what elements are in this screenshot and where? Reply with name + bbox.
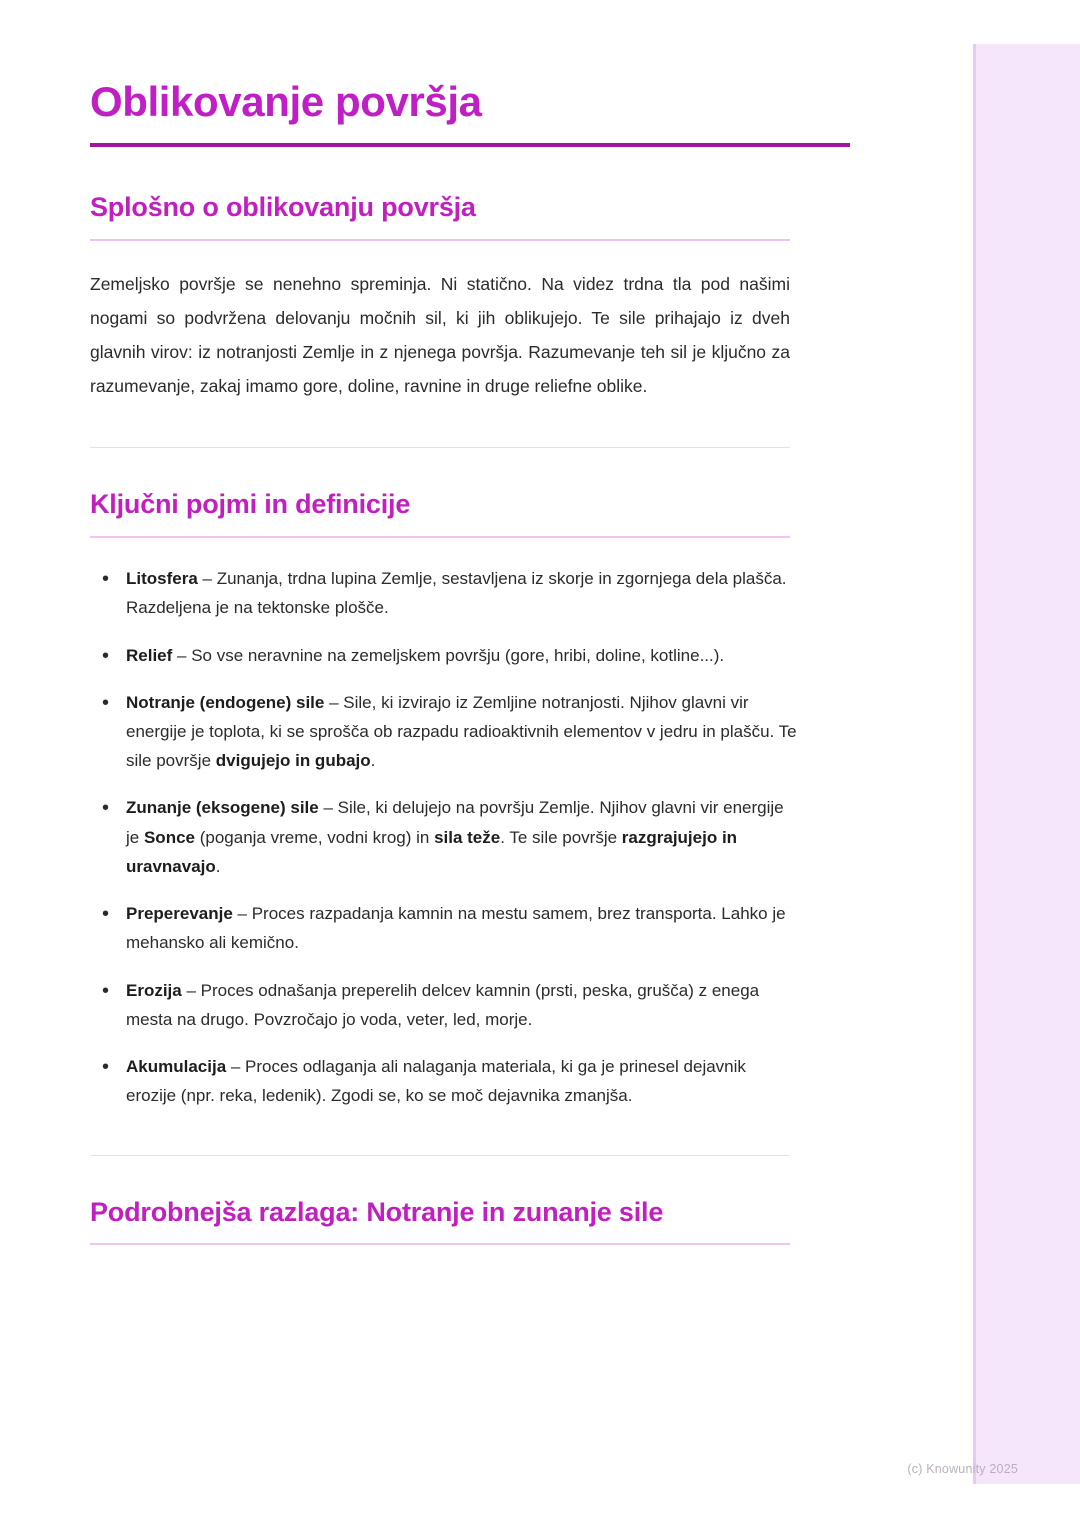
footer-credit: (c) Knowunity 2025 (907, 1462, 1018, 1476)
list-item (90, 688, 800, 776)
term-definition: – So vse neravnine na zemeljskem površju (gore, hribi, doline, kotline...). (172, 645, 725, 665)
term-definition: – Zunanja, trdna lupina Zemlje, sestavljena iz skorje in zgornjega dela plašča. Razdeljena je na tektonske plošče. (126, 569, 787, 618)
term-tail: . (370, 751, 376, 771)
section-heading-key-terms: Ključni pojmi in definicije (90, 489, 411, 520)
term-emphasis: dvigujejo in gubajo (215, 751, 371, 771)
term-definition: – Proces razpadanja kamnin na mestu samem, brez transporta. Lahko je mehansko ali kemično. (126, 904, 786, 953)
term-definition: – Sile, ki izvirajo iz Zemljine notranjosti. Njihov glavni vir energije je toplota, ki se sprošča ob razpadu radioaktivnih elementov v jedru in plašču. Te sile površje (126, 692, 797, 771)
section-divider-detailed (90, 1243, 790, 1245)
list-item (90, 899, 800, 957)
term-definition: – Sile, ki delujejo na površju Zemlje. Njihov glavni vir energije je (126, 798, 784, 847)
content-divider-1 (90, 447, 790, 448)
term-emphasis-3: razgrajujejo in uravnavajo (126, 827, 738, 876)
section-divider-key-terms (90, 536, 790, 538)
list-item (90, 1052, 800, 1110)
term-definition: – Proces odlaganja ali nalaganja materiala, ki ga je prinesel dejavnik erozije (npr. reka, ledenik). Zgodi se, ko se moč dejavnika zmanjša. (126, 1057, 746, 1106)
document-content (90, 78, 850, 1271)
term-name: Akumulacija (126, 1057, 227, 1077)
term-name: Zunanje (eksogene) sile (126, 798, 319, 818)
section-paragraph-general: Zemeljsko površje se nenehno spreminja. Ni statično. Na videz trdna tla pod našimi nogami so podvržena delovanju močnih sil, ki jih oblikujejo. Te sile prihajajo iz dveh glavnih virov: iz notranjosti Zemlje in z njenega površja. Razumevanje teh sil je ključno za razumevanje, zakaj imamo gore, doline, ravnine in druge reliefne oblike. (90, 273, 790, 397)
term-middle: (poganja vreme, vodni krog) in (195, 827, 435, 847)
section-divider-general (90, 239, 790, 241)
term-name: Preperevanje (126, 904, 233, 924)
term-name: Litosfera (126, 569, 198, 589)
content-divider-2 (90, 1155, 790, 1156)
list-item (90, 564, 800, 622)
section-heading-detailed: Podrobnejša razlaga: Notranje in zunanje sile (90, 1196, 664, 1227)
term-tail: . (215, 856, 221, 876)
list-item (90, 976, 800, 1034)
term-middle-2: . Te sile površje (500, 827, 622, 847)
term-emphasis: Sonce (143, 827, 195, 847)
term-emphasis-2: sila teže (434, 827, 501, 847)
term-name: Notranje (endogene) sile (126, 692, 325, 712)
list-item (90, 793, 800, 881)
decorative-side-strip (973, 44, 1080, 1484)
title-divider (90, 143, 850, 147)
term-definition: – Proces odnašanja preperelih delcev kamnin (prsti, peska, grušča) z enega mesta na drugo. Povzročajo jo voda, veter, led, morje. (126, 980, 760, 1029)
term-name: Relief (126, 645, 173, 665)
key-terms-list (90, 564, 800, 1111)
page-title: Oblikovanje površja (90, 78, 482, 125)
section-heading-general: Splošno o oblikovanju površja (90, 192, 476, 223)
list-item (90, 641, 800, 670)
term-name: Erozija (126, 980, 182, 1000)
